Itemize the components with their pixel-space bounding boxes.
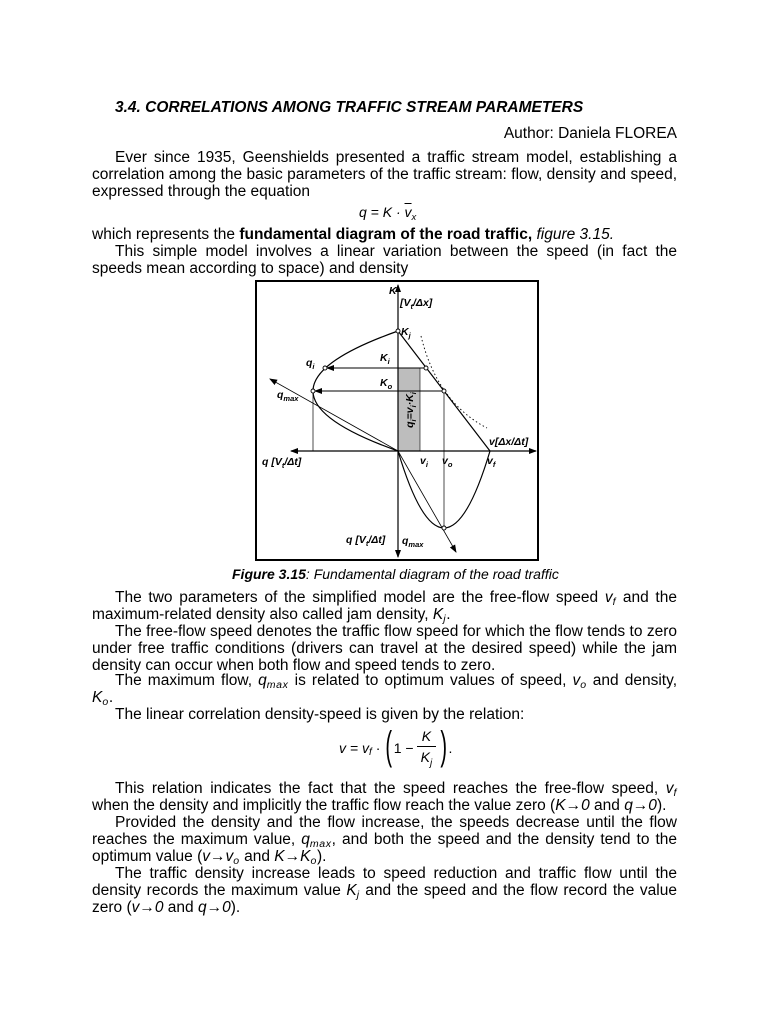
italic-run: K — [92, 689, 103, 706]
italic-run: K→K — [274, 848, 311, 865]
text-run: The free-flow speed denotes the traffic flow speed for which the flow tends to zero under free traffic conditions (drivers can travel at the desired speed) while the jam density can occur when both flow and speed tends to zero. — [92, 623, 677, 674]
label-kj-sub: j — [408, 331, 411, 340]
eq2-denominator-symbol: K — [420, 749, 430, 765]
italic-run: q→0 — [624, 797, 657, 814]
label-k-unit-pre: [V — [400, 297, 411, 309]
label-q-axis-left-pre: q [V — [262, 456, 282, 468]
label-q-axis-left-sub: t — [281, 461, 285, 470]
italic-run: v→v — [202, 848, 234, 865]
label-kj-main: K — [401, 326, 409, 338]
subscript-run: j — [356, 889, 360, 902]
label-q-axis-bottom-post: /Δt] — [368, 534, 386, 546]
label-vf — [487, 455, 497, 469]
label-vf-main: v — [487, 455, 493, 467]
text-run: Ever since 1935, Geenshields presented a traffic stream model, establishing a correlation among the basic parameters of the traffic stream: flow, density and speed, expressed through the equation — [92, 149, 677, 200]
italic-run: K — [432, 606, 444, 623]
flow-relation-q-sub: i — [409, 419, 418, 422]
paragraph-relation-meaning — [92, 780, 677, 814]
eq2-lhs-subscript: f — [368, 746, 372, 758]
text-run: ). — [656, 797, 667, 814]
text-run: which represents the — [92, 226, 240, 243]
eq2-period: . — [448, 740, 453, 756]
flow-relation-q: q — [404, 421, 416, 428]
text-run: The two parameters of the simplified model are the free-flow speed — [115, 589, 605, 606]
subscript-run: f — [612, 596, 617, 609]
caption-text: : Fundamental diagram of the road traffic — [305, 566, 559, 582]
text-run: The maximum flow, — [115, 672, 259, 689]
text-run: The linear correlation density-speed is given by the relation: — [115, 706, 525, 723]
label-flow-relation — [404, 391, 418, 428]
label-vi-main: v — [420, 455, 426, 467]
qi-point — [323, 366, 327, 370]
text-run: . — [446, 606, 451, 623]
label-ko — [380, 377, 393, 391]
italic-run: v — [604, 589, 613, 606]
italic-run: K→0 — [555, 797, 590, 814]
equation-flow — [359, 204, 417, 221]
text-run: and — [163, 899, 198, 916]
label-k-axis: K — [389, 285, 397, 297]
label-q-axis-bottom-sub: t — [365, 539, 369, 548]
eq2-fraction — [417, 728, 437, 768]
eq2-numerator: K — [421, 728, 432, 744]
text-run: The traffic density increase leads to speed reduction and traffic flow until the density records the maximum value — [92, 865, 677, 899]
label-qmax-lower — [402, 535, 424, 549]
label-vi — [420, 455, 429, 469]
subscript-run: x — [411, 211, 417, 223]
italic-run: figure 3.15. — [536, 226, 615, 243]
subscript-run: f — [673, 787, 677, 800]
label-vo — [442, 455, 453, 469]
paragraph-free-flow-speed — [92, 623, 677, 674]
eq2-denominator-subscript: j — [429, 758, 433, 769]
text-run: This relation indicates the fact that the speed reaches the free-flow speed, — [115, 780, 666, 797]
kj-point — [396, 329, 400, 333]
text-run: when the density and implicitly the traffic flow reach the value zero ( — [92, 797, 556, 814]
label-ko-sub: o — [387, 382, 393, 391]
ki-line-point — [424, 366, 428, 370]
speed-ray-upper — [270, 379, 398, 451]
paragraph-density-increase — [92, 814, 677, 868]
optimum-point — [442, 389, 446, 393]
italic-run: $\overline{v}$ — [404, 204, 412, 220]
eq2-lhs: v = v — [339, 740, 369, 756]
bold-run: fundamental diagram of the road traffic, — [239, 226, 533, 243]
text-run: . — [108, 689, 114, 706]
label-q-axis-bottom — [346, 534, 386, 548]
subscript-run: j — [443, 613, 447, 626]
eq2-one-minus: 1 − — [393, 740, 414, 756]
text-run: and the maximum-related density also called jam density, — [92, 589, 677, 623]
eq2-denominator — [417, 746, 437, 768]
italic-run: v — [665, 780, 674, 797]
label-v-axis: v[Δx/Δt] — [489, 436, 529, 448]
text-run: ). — [316, 848, 327, 865]
paragraph-intro — [92, 149, 677, 200]
label-qmax-lower-main: q — [402, 535, 409, 547]
italic-run: v — [572, 672, 581, 689]
paragraph-jam-density — [92, 865, 677, 916]
italic-run: q→0 — [197, 899, 231, 916]
text-run: Provided the density and the flow increase, the speeds decrease until the flow reaches the maximum value, — [92, 814, 677, 848]
text-run: is related to optimum values of speed, — [288, 672, 573, 689]
section-heading: 3.4. CORRELATIONS AMONG TRAFFIC STREAM PARAMETERS — [115, 99, 584, 116]
label-ko-main: K — [380, 377, 388, 389]
eq2-dot: · — [375, 740, 381, 756]
label-ki-main: K — [380, 352, 388, 364]
label-q-axis-left-post: /Δt] — [284, 456, 302, 468]
label-vo-sub: o — [447, 460, 453, 469]
paragraph-simple-model — [92, 243, 677, 277]
label-ki — [380, 352, 391, 366]
qmax-lower-point — [442, 526, 446, 530]
flow-relation-eq-v: =v — [404, 407, 416, 420]
figure-caption — [232, 566, 559, 583]
paragraph-two-parameters — [92, 589, 677, 626]
subscript-run: o — [310, 855, 317, 868]
label-ki-sub: i — [387, 357, 390, 366]
text-run: ). — [230, 899, 241, 916]
label-qmax-lower-sub: max — [408, 540, 424, 549]
subscript-run: o — [580, 679, 587, 692]
label-vi-sub: i — [425, 460, 428, 469]
label-qmax-upper-sub: max — [283, 394, 299, 403]
italic-run: q = K · — [359, 204, 405, 220]
text-run: , and both the speed and the density tend to the optimum value ( — [92, 831, 677, 865]
text-run: and — [589, 797, 625, 814]
author-line: Author: Daniela FLOREA — [503, 125, 677, 142]
text-run: and density, — [586, 672, 678, 689]
label-q-axis-bottom-pre: q [V — [346, 534, 366, 546]
subscript-run: o — [233, 855, 240, 868]
italic-run: q — [258, 672, 267, 689]
dotted-tangent-curve — [421, 336, 487, 428]
text-run: and — [239, 848, 275, 865]
italic-run: K — [346, 882, 357, 899]
equation-speed-density — [339, 726, 452, 770]
paragraph-fundamental-diagram — [92, 226, 677, 243]
flow-relation-v-sub: i — [409, 405, 418, 408]
label-qi — [306, 357, 315, 371]
label-qmax-upper-main: q — [277, 389, 284, 401]
label-qi-main: q — [306, 357, 313, 369]
label-kj — [401, 326, 412, 340]
subscript-run: max — [266, 679, 289, 692]
text-run: and the speed and the flow record the value zero ( — [92, 882, 677, 916]
label-qmax-upper — [277, 389, 299, 403]
label-k-unit — [399, 297, 433, 311]
qmax-upper-point — [311, 389, 315, 393]
label-vo-main: v — [442, 455, 448, 467]
flow-relation-k-sub: i — [409, 392, 418, 395]
italic-run: q — [301, 831, 310, 848]
label-vf-sub: f — [492, 460, 496, 469]
figure-frame — [256, 281, 538, 560]
subscript-run: max — [309, 838, 332, 851]
figure-fundamental-diagram — [255, 280, 539, 561]
caption-label: Figure 3.15 — [232, 566, 306, 582]
text-run: This simple model involves a linear variation between the speed (in fact the speeds mean according to space) and density — [92, 243, 677, 277]
label-qi-sub: i — [312, 362, 315, 371]
label-k-unit-sub: t — [410, 302, 413, 311]
paragraph-maximum-flow — [92, 672, 678, 709]
subscript-run: o — [102, 696, 109, 709]
flow-relation-dot-k: ·K — [404, 394, 416, 406]
label-q-axis-left — [262, 456, 302, 470]
eq2-close-paren: ) — [440, 724, 448, 768]
label-k-unit-post: /Δx] — [413, 297, 433, 309]
paragraph-linear-correlation — [92, 706, 677, 723]
eq2-open-paren: ( — [385, 724, 393, 768]
italic-run: v→0 — [131, 899, 164, 916]
fundamental-diagram-svg — [255, 280, 539, 561]
